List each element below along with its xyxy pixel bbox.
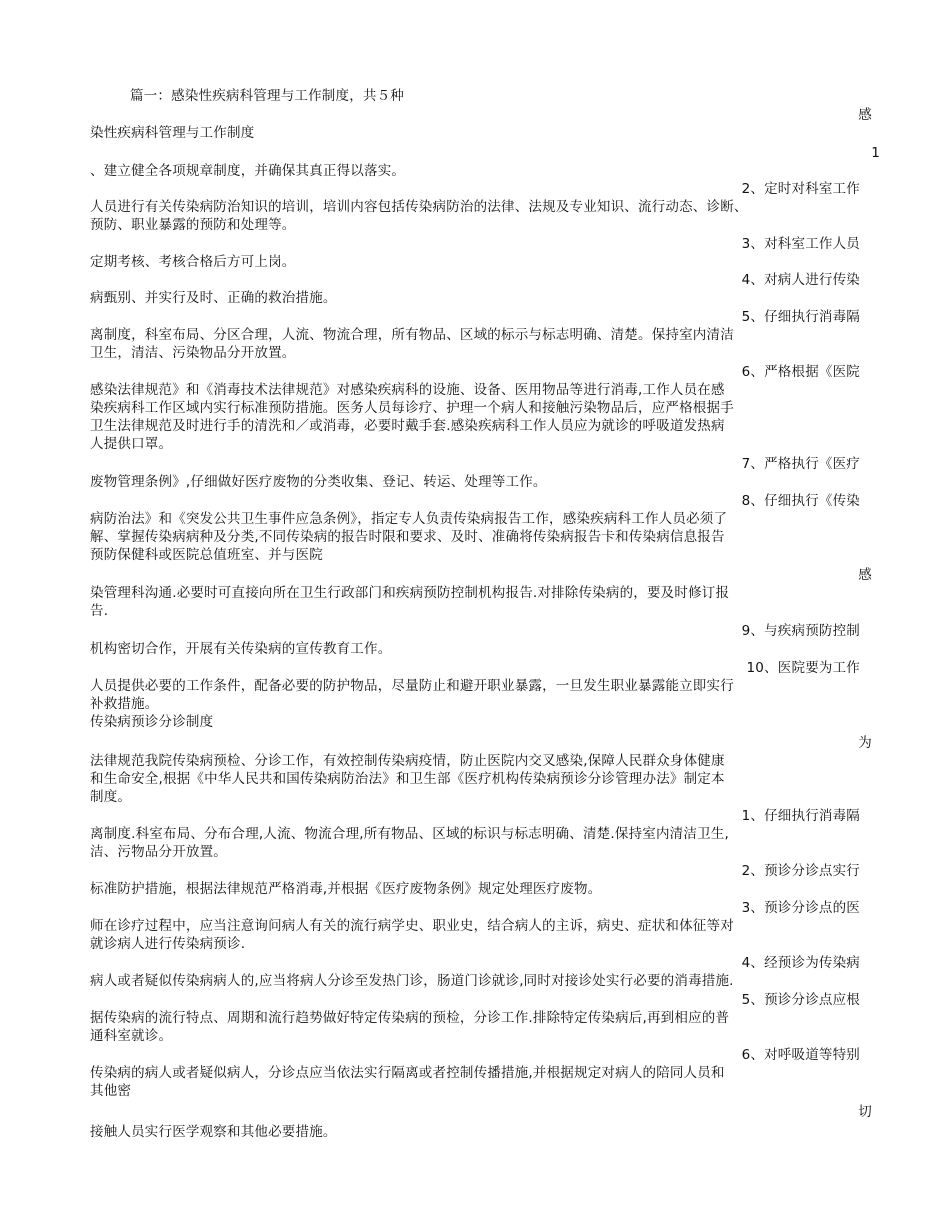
section2-item6-text: 接触人员实行医学观察和其他必要措施。 xyxy=(90,1124,337,1140)
section2-item2-lead: 2、预诊分诊点实行 xyxy=(741,863,860,879)
section1-item8-text: 染管理科沟通.必要时可直接向所在卫生行政部门和疾病预防控制机构报告.对排除传染病的，要及时修订报 xyxy=(90,585,730,601)
section1-item1-text: 、建立健全各项规章制度，并确保其真正得以落实。 xyxy=(90,163,406,179)
section2-item5-lead: 5、预诊分诊点应根 xyxy=(741,992,860,1008)
section1-heading: 染性疾病科管理与工作制度 xyxy=(90,125,255,141)
section2-item6-text: 其他密 xyxy=(90,1083,132,1099)
section1-item10-text: 人员提供必要的工作条件，配备必要的防护物品，尽量防止和避开职业暴露，一旦发生职业暴露能立即实行 xyxy=(90,678,734,694)
section2-item1-text: 离制度.科室布局、分布合理,人流、物流合理,所有物品、区域的标识与标志明确、清楚.保持室内清洁卫生, xyxy=(90,826,729,842)
section1-item3-lead: 3、对科室工作人员 xyxy=(741,236,860,252)
section2-item6-lead: 6、对呼吸道等特别 xyxy=(741,1047,860,1063)
section1-item9-lead: 9、与疾病预防控制 xyxy=(741,623,860,639)
section1-item7-lead: 7、严格执行《医疗 xyxy=(741,456,860,472)
section1-item5-lead: 5、仔细执行消毒隔 xyxy=(741,309,860,325)
section1-item7-text: 废物管理条例》,仔细做好医疗废物的分类收集、登记、转运、处理等工作。 xyxy=(90,474,547,490)
section2-item6-continuation-char: 切 xyxy=(858,1104,872,1120)
section2-item1-text: 洁、污物品分开放置。 xyxy=(90,844,227,860)
document-title: 篇一：感染性疾病科管理与工作制度，共５种 xyxy=(130,88,404,104)
section1-item9-text: 机构密切合作，开展有关传染病的宣传教育工作。 xyxy=(90,641,392,657)
section2-intro-first-char: 为 xyxy=(858,735,872,751)
section2-item3-lead: 3、预诊分诊点的医 xyxy=(741,900,860,916)
section1-item8-continuation-char: 感 xyxy=(858,567,872,583)
section1-item6-lead: 6、严格根据《医院 xyxy=(741,364,860,380)
section2-item1-lead: 1、仔细执行消毒隔 xyxy=(741,808,860,824)
section1-item8-text: 告. xyxy=(90,603,109,619)
section1-item8-lead: 8、仔细执行《传染 xyxy=(741,493,860,509)
section2-item4-lead: 4、经预诊为传染病 xyxy=(741,955,860,971)
section1-item2-text: 预防、职业暴露的预防和处理等。 xyxy=(90,217,296,233)
section1-item6-text: 感染法律规范》和《消毒技术法律规范》对感染疾病科的设施、设备、医用物品等进行消毒,工作人员在感 xyxy=(90,382,725,398)
section2-item2-text: 标准防护措施，根据法律规范严格消毒,并根据《医疗废物条例》规定处理医疗废物。 xyxy=(90,881,602,897)
section1-item10-text: 补救措施。 xyxy=(90,696,159,712)
section1-item4-text: 病甄别、并实行及时、正确的救治措施。 xyxy=(90,290,337,306)
section1-item8-text: 解、掌握传染病病种及分类,不同传染病的报告时限和要求、及时、准确将传染病报告卡和传染病信息报告 xyxy=(90,529,725,545)
section2-item3-text: 就诊病人进行传染病预诊. xyxy=(90,936,246,952)
section1-item10-lead: 10、医院要为工作 xyxy=(746,660,860,676)
section2-intro: 和生命安全,根据《中华人民共和国传染病防治法》和卫生部《医疗机构传染病预诊分诊管理办法》制定本 xyxy=(90,771,725,787)
section1-heading-first-char: 感 xyxy=(858,107,872,123)
section2-heading: 传染病预诊分诊制度 xyxy=(90,714,214,730)
section1-item6-text: 染疾病科工作区域内实行标准预防措施。医务人员每诊疗、护理一个病人和接触污染物品后，应严格根据手 xyxy=(90,400,734,416)
section1-item8-text: 病防治法》和《突发公共卫生事件应急条例》，指定专人负责传染病报告工作，感染疾病科工作人员必须了 xyxy=(90,511,728,527)
section2-intro: 法律规范我院传染病预检、分诊工作，有效控制传染病疫情，防止医院内交叉感染,保障人民群众身体健康 xyxy=(90,753,725,769)
section1-item5-text: 卫生，清洁、污染物品分开放置。 xyxy=(90,345,296,361)
section1-item3-text: 定期考核、考核合格后方可上岗。 xyxy=(90,254,296,270)
section2-intro: 制度。 xyxy=(90,789,132,805)
section1-item4-lead: 4、对病人进行传染 xyxy=(741,272,860,288)
section1-item2-text: 人员进行有关传染病防治知识的培训，培训内容包括传染病防治的法律、法规及专业知识、流行动态、诊断、 xyxy=(90,199,748,215)
section1-item2-lead: 2、定时对科室工作 xyxy=(741,181,860,197)
section1-item6-text: 卫生法律规范及时进行手的清洗和／或消毒，必要时戴手套.感染疾病科工作人员应为就诊的呼吸道发热病 xyxy=(90,418,725,434)
section1-item6-text: 人提供口罩。 xyxy=(90,436,173,452)
section2-item4-text: 病人或者疑似传染病病人的,应当将病人分诊至发热门诊，肠道门诊就诊,同时对接诊处实行必要的消毒措施. xyxy=(90,973,734,989)
section2-item5-text: 据传染病的流行特点、周期和流行趋势做好特定传染病的预检，分诊工作.排除特定传染病后,再到相应的普 xyxy=(90,1010,730,1026)
section1-item5-text: 离制度，科室布局、分区合理，人流、物流合理，所有物品、区域的标示与标志明确、清楚。保持室内清洁 xyxy=(90,327,734,343)
section1-item1-number: 1 xyxy=(871,145,880,161)
section1-item8-text: 预防保健科或医院总值班室、并与医院 xyxy=(90,547,323,563)
section2-item3-text: 师在诊疗过程中，应当注意询问病人有关的流行病学史、职业史，结合病人的主诉，病史、症状和体征等对 xyxy=(90,918,734,934)
section2-item5-text: 通科室就诊。 xyxy=(90,1028,173,1044)
section2-item6-text: 传染病的病人或者疑似病人，分诊点应当依法实行隔离或者控制传播措施,并根据规定对病人的陪同人员和 xyxy=(90,1065,725,1081)
